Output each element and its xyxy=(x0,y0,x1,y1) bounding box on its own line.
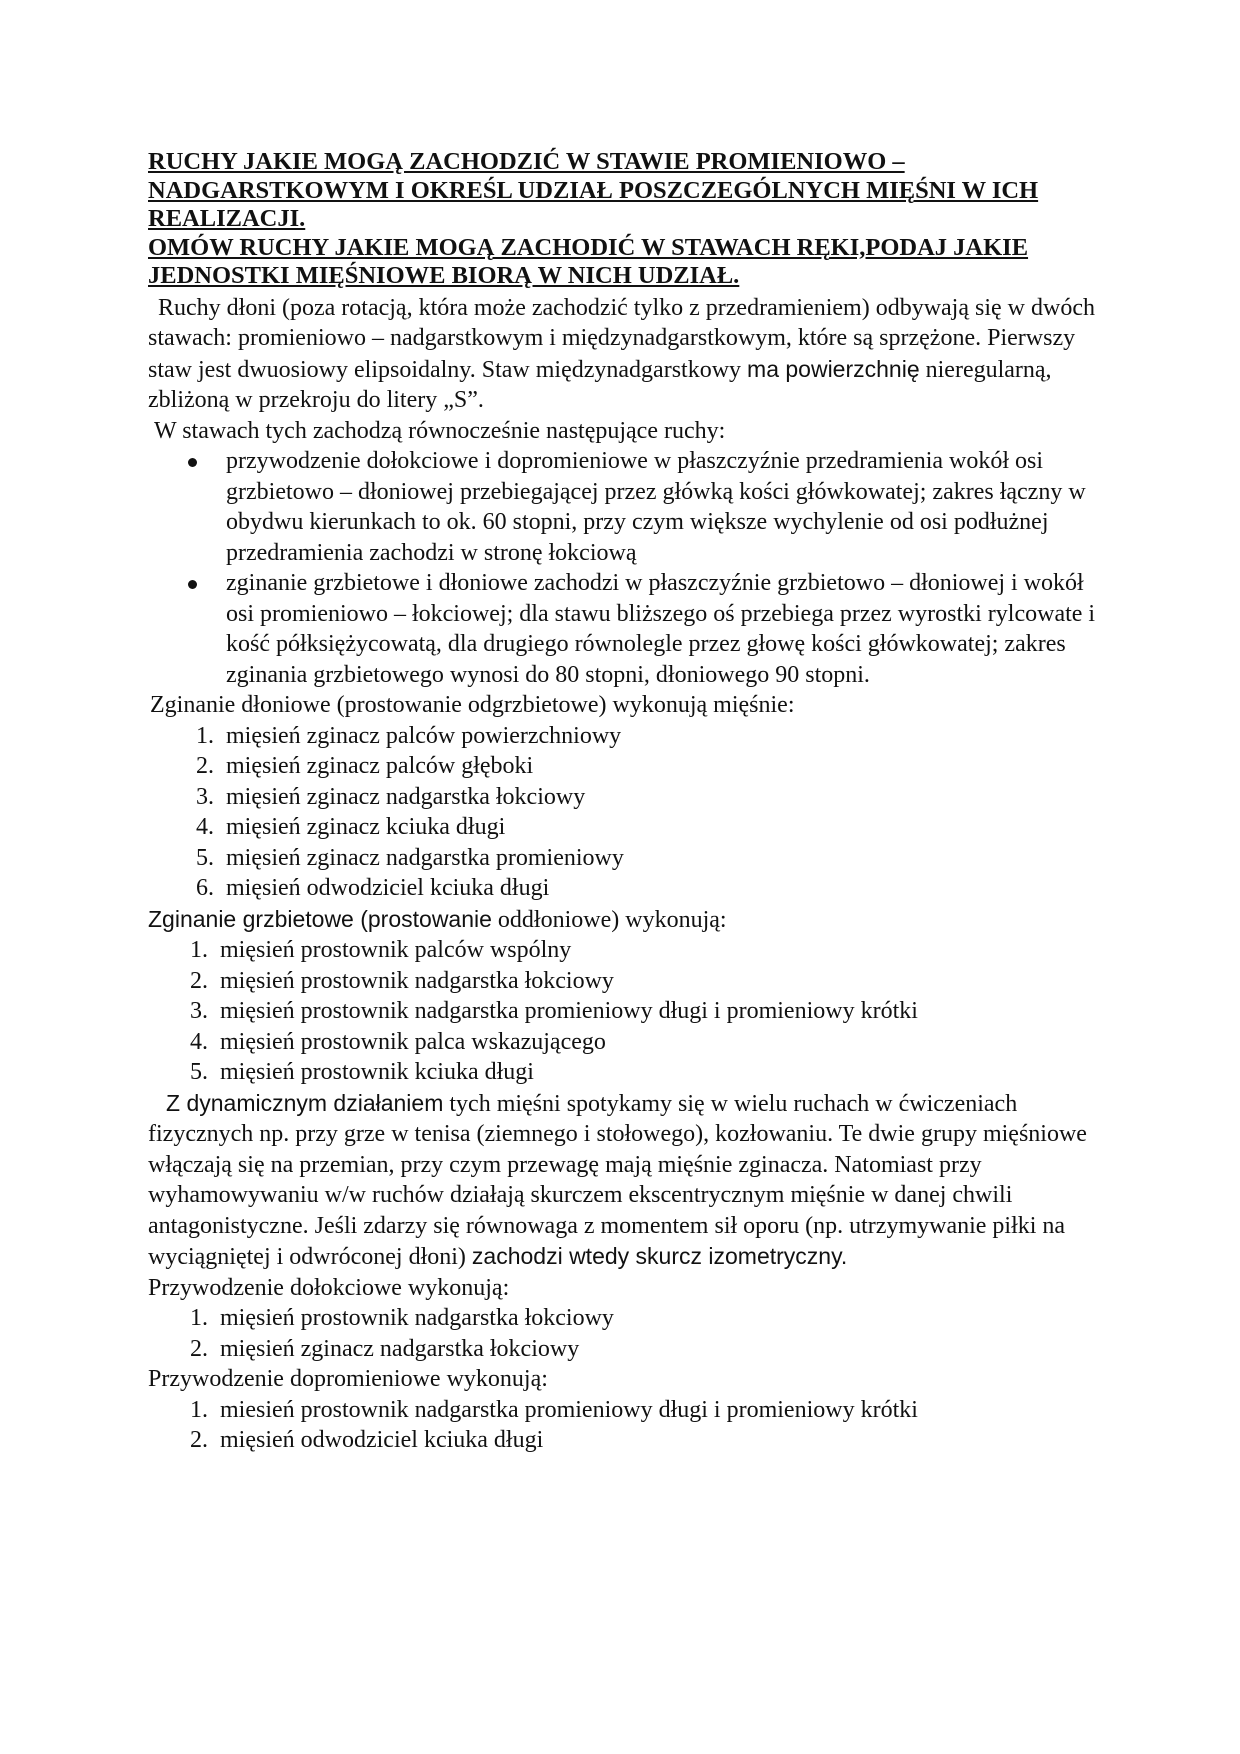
list-text: mięsień prostownik palców wspólny xyxy=(220,937,572,963)
dorsal-flexion-list xyxy=(148,935,1108,1088)
radial-adduction-intro: Przywodzenie dopromieniowe wykonują: xyxy=(148,1366,548,1392)
list-text: mięsień zginacz nadgarstka łokciowy xyxy=(226,783,586,810)
list-number: 5. xyxy=(190,1059,208,1085)
dynamic-text-a: Z dynamicznym działaniem xyxy=(166,1089,444,1116)
palmar-flexion-intro: Zginanie dłoniowe (prostowanie odgrzbietowe) wykonują mięśnie: xyxy=(150,692,795,718)
list-item: przywodzenie dołokciowe i dopromieniowe w płaszczyźnie przedramienia wokół osi grzbietowo – dłoniowej przebiegającej przez główką kości główkowatej; zakres łączny w obydwu kierunkach to ok. 60 stopni, przy czym większe wychylenie od osi podłużnej przedramienia zachodzi w stronę łokciową xyxy=(226,446,1108,568)
list-item xyxy=(148,812,1108,843)
list-number: 1. xyxy=(196,722,214,749)
list-number: 1. xyxy=(190,1396,208,1423)
dorsal-intro-a: Zginanie grzbietowe (prostowanie xyxy=(148,905,492,932)
intro-text-c: nieregularną, zbliżoną w przekroju do litery „S”. xyxy=(148,356,1052,413)
intro-movements: W stawach tych zachodzą równocześnie następujące ruchy: xyxy=(154,417,726,444)
list-text: mięsień zginacz palców głęboki xyxy=(226,753,534,779)
movement-list xyxy=(148,446,1108,690)
list-item xyxy=(148,843,1108,874)
list-item xyxy=(148,782,1108,813)
dynamic-paragraph xyxy=(148,1088,1108,1273)
dorsal-flexion-intro xyxy=(148,904,1108,936)
list-text: miesień prostownik nadgarstka promieniowy długi i promieniowy krótki xyxy=(220,1396,918,1423)
list-item xyxy=(148,1425,1108,1456)
list-text: mięsień prostownik nadgarstka łokciowy xyxy=(220,1305,614,1331)
list-number: 5. xyxy=(196,844,214,871)
dynamic-text-b: tych mięśni spotykamy się w wielu ruchach w ćwiczeniach fizycznych np. przy grze w tenisa (ziemnego i stołowego), kozłowaniu. Te dwie grupy mięśniowe włączają się na przemian, przy czym przewagę mają mięśnie zginacza. Natomiast przy wyhamowywaniu w/w ruchów działają skurczem ekscentrycznym mięśnie w danej chwili antagonistyczne. Jeśli zdarzy się równowaga z momentem sił oporu (np. utrzymywanie piłki na wyciągniętej i odwróconej dłoni) xyxy=(148,1090,1087,1270)
list-text: mięsień zginacz nadgarstka promieniowy xyxy=(226,844,624,871)
list-item xyxy=(148,996,1108,1027)
list-item xyxy=(148,873,1108,904)
list-text: mięsień odwodziciel kciuka długi xyxy=(226,875,550,901)
intro-paragraph xyxy=(148,293,1108,416)
dynamic-text-c: zachodzi wtedy skurcz izometryczny. xyxy=(471,1243,848,1269)
list-item xyxy=(148,935,1108,966)
list-text: mięsień zginacz nadgarstka łokciowy xyxy=(220,1335,580,1362)
list-number: 6. xyxy=(196,875,214,901)
list-item: zginanie grzbietowe i dłoniowe zachodzi w płaszczyźnie grzbietowo – dłoniowej i wokół osi promieniowo – łokciowej; dla stawu bliższego oś przebiega przez wyrostki rylcowate i kość półksiężycowatą, dla drugiego równolegle przez głowę kości główkowatej; zakres zginania grzbietowego wynosi do 80 stopni, dłoniowego 90 stopni. xyxy=(226,568,1108,690)
list-item xyxy=(148,1334,1108,1365)
list-number: 2. xyxy=(190,967,208,994)
list-item xyxy=(148,1027,1108,1058)
ulnar-adduction-list xyxy=(148,1303,1108,1364)
list-text: mięsień zginacz palców powierzchniowy xyxy=(226,722,622,749)
list-item xyxy=(148,966,1108,997)
radial-adduction-list xyxy=(148,1395,1108,1456)
list-number: 2. xyxy=(196,753,214,779)
list-number: 2. xyxy=(190,1335,208,1362)
palmar-flexion-list xyxy=(148,721,1108,904)
list-item xyxy=(148,1395,1108,1426)
list-item xyxy=(148,1057,1108,1088)
heading-2: OMÓW RUCHY JAKIE MOGĄ ZACHODIĆ W STAWACH RĘKI,PODAJ JAKIE JEDNOSTKI MIĘŚNIOWE BIORĄ W NICH UDZIAŁ. xyxy=(148,233,1029,289)
list-text: mięsień prostownik nadgarstka promieniowy długi i promieniowy krótki xyxy=(220,998,918,1024)
list-text: mięsień prostownik kciuka długi xyxy=(220,1059,534,1085)
list-number: 2. xyxy=(190,1427,208,1453)
document-page xyxy=(148,148,1108,1456)
list-number: 1. xyxy=(190,937,208,963)
heading-1: RUCHY JAKIE MOGĄ ZACHODZIĆ W STAWIE PROMIENIOWO – NADGARSTKOWYM I OKREŚL UDZIAŁ POSZCZEGÓLNYCH MIĘŚNI W ICH REALIZACJI. xyxy=(148,148,1039,232)
list-text: mięsień prostownik palca wskazującego xyxy=(220,1028,606,1055)
list-number: 3. xyxy=(190,998,208,1024)
intro-text-a: Ruchy dłoni (poza rotacją, która może zachodzić tylko z przedramieniem) odbywają się w dwóch stawach: promieniowo – nadgarstkowym i międzynadgarstkowym, które są sprzężone. Pierwszy staw jest dwuosiowy elipsoidalny. Staw międzynadgarstkowy xyxy=(148,294,1095,383)
list-number: 4. xyxy=(196,814,214,840)
list-number: 1. xyxy=(190,1305,208,1331)
dorsal-intro-b: oddłoniowe) wykonują: xyxy=(497,906,727,933)
list-text: mięsień prostownik nadgarstka łokciowy xyxy=(220,967,614,994)
list-item xyxy=(148,721,1108,752)
intro-text-b: ma powierzchnię xyxy=(747,355,920,382)
list-number: 4. xyxy=(190,1028,208,1055)
list-item xyxy=(148,1303,1108,1334)
list-text: mięsień odwodziciel kciuka długi xyxy=(220,1427,544,1453)
list-text: mięsień zginacz kciuka długi xyxy=(226,814,506,840)
ulnar-adduction-intro: Przywodzenie dołokciowe wykonują: xyxy=(148,1274,510,1301)
list-item xyxy=(148,751,1108,782)
list-number: 3. xyxy=(196,783,214,810)
